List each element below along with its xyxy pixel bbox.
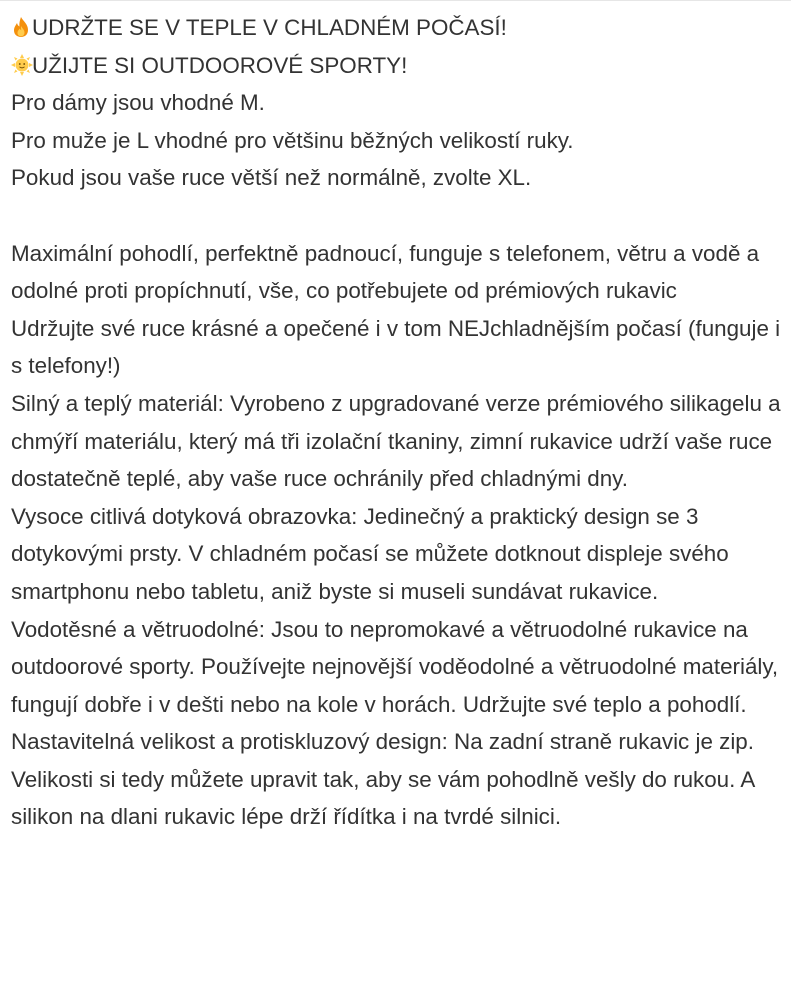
feature-material: Silný a teplý materiál: Vyrobeno z upgradované verze prémiového silikagelu a chmýří materiálu, který má tři izolační tkaniny, zimní rukavice udrží vaše ruce dostatečně teplé, aby vaše ruce ochránily před chladnými dny. (11, 390, 781, 492)
size-note-women: Pro dámy jsou vhodné M. (11, 90, 265, 116)
size-note-men: Pro muže je L vhodné pro většinu běžných velikostí ruky. (11, 127, 574, 153)
headline-warm-text: UDRŽTE SE V TEPLE V CHLADNÉM POČASÍ! (32, 15, 507, 40)
feature-waterproof: Vodotěsné a větruodolné: Jsou to nepromokavé a větruodolné rukavice na outdoorové sporty. Používejte nejnovější voděodolné a větruodolné materiály, fungují dobře i v dešti nebo na kole v horách. Udržujte své teplo a pohodlí. (11, 616, 779, 717)
product-description (11, 9, 783, 836)
feature-adjustable: Nastavitelná velikost a protiskluzový design: Na zadní straně rukavic je zip. Velikosti si tedy můžete upravit tak, aby se vám pohodlně vešly do rukou. A silikon na dlani rukavic lépe drží řídítka i na tvrdé silnici. (11, 729, 755, 830)
fire-icon (11, 16, 31, 38)
headline-warm (11, 9, 783, 47)
feature-touchscreen: Vysoce citlivá dotyková obrazovka: Jedinečný a praktický design se 3 dotykovými prsty. V chladném počasí se můžete dotknout displeje svého smartphonu nebo tabletu, aniž byste si museli sundávat rukavice. (11, 503, 729, 604)
feature-comfort: Maximální pohodlí, perfektně padnoucí, funguje s telefonem, větru a vodě a odolné proti propíchnutí, vše, co potřebujete od prémiových rukavic (11, 240, 760, 304)
feature-warm-hands: Udržujte své ruce krásné a opečené i v tom NEJchladnějším počasí (funguje i s telefony!) (11, 315, 781, 379)
sun-icon (11, 54, 31, 76)
headline-outdoor-text: UŽIJTE SI OUTDOOROVÉ SPORTY! (32, 52, 408, 78)
paragraph-spacer (11, 197, 783, 235)
headline-outdoor (11, 47, 783, 85)
size-note-xl: Pokud jsou vaše ruce větší než normálně, zvolte XL. (11, 165, 532, 191)
